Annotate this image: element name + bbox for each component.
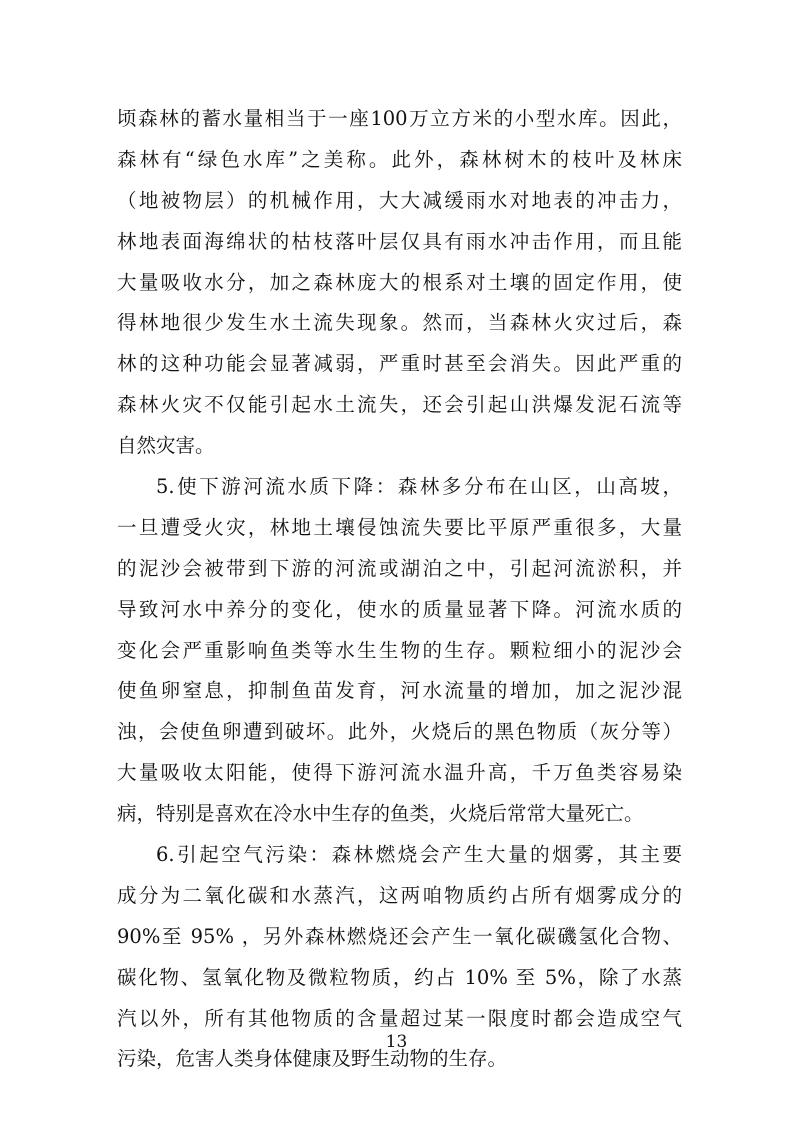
text-line: 森林有“绿色水库”之美称。此外，森林树木的枝叶及林床 [117,147,682,171]
text-line: 病，特别是喜欢在冷水中生存的鱼类，火烧后常常大量死亡。 [117,802,644,826]
text-line: 导致河水中养分的变化，使水的质量显著下降。河流水质的 [117,597,682,621]
text-line: 大量吸收太阳能，使得下游河流水温升高，千万鱼类容易染 [117,761,682,785]
text-line: 90%至 95% ，另外森林燃烧还会产生一氧化碳磯氢化合物、 [117,924,682,948]
text-line: 浊，会使鱼卵遭到破坏。此外，火烧后的黑色物质（灰分等） [117,720,682,744]
text-line: 林的这种功能会显著减弱，严重时甚至会消失。因此严重的 [117,352,682,376]
body-text [117,99,682,1080]
text-line: 成分为二氧化碳和水蒸汽，这两咱物质约占所有烟雾成分的 [117,883,682,907]
text-line: 得林地很少发生水土流失现象。然而，当森林火灾过后，森 [117,311,682,335]
text-line: 变化会严重影响鱼类等水生生物的生存。颗粒细小的泥沙会 [117,638,682,662]
paragraph-start-line: 5.使下游河流水质下降：森林多分布在山区，山高坡， [156,475,682,499]
page-number: 13 [385,1032,408,1052]
text-line: 自然灾害。 [117,434,215,458]
text-line: （地被物层）的机械作用，大大减缓雨水对地表的冲击力， [117,188,682,212]
text-line: 汽以外，所有其他物质的含量超过某一限度时都会造成空气 [117,1006,682,1030]
text-line: 林地表面海绵状的枯枝落叶层仅具有雨水冲击作用，而且能 [117,229,682,253]
paragraph-start-line: 6.引起空气污染：森林燃烧会产生大量的烟雾，其主要 [156,843,682,867]
text-line: 的泥沙会被带到下游的河流或湖泊之中，引起河流淤积，并 [117,556,682,580]
text-line: 顷森林的蓄水量相当于一座100万立方米的小型水库。因此， [117,107,682,130]
text-line: 一旦遭受火灾，林地土壤侵蚀流失要比平原严重很多，大量 [117,515,682,539]
text-line: 污染，危害人类身体健康及野生动物的生存。 [117,1047,508,1071]
text-line: 使鱼卵窒息，抑制鱼苗发育，河水流量的增加，加之泥沙混 [117,679,682,703]
text-line: 大量吸收水分，加之森林庞大的根系对土壤的固定作用，使 [117,270,682,294]
text-line: 碳化物、氢氧化物及微粒物质，约占 10% 至 5%，除了水蒸 [117,965,682,989]
text-line: 森林火灾不仅能引起水土流失，还会引起山洪爆发泥石流等 [117,393,682,417]
